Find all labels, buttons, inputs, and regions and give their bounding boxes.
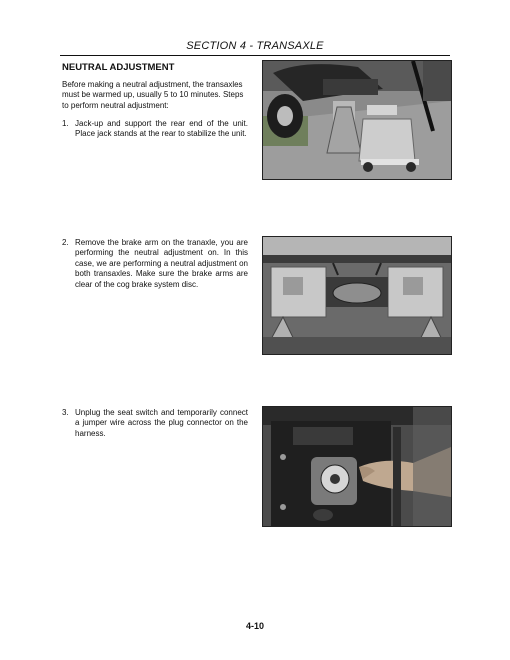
step-number: 1. <box>62 119 69 128</box>
page-number: 4-10 <box>245 621 264 631</box>
step-2 <box>62 238 248 290</box>
step-3 <box>62 408 248 439</box>
jack-stands-image <box>263 61 451 179</box>
section-header: SECTION 4 - TRANSAXLE <box>186 40 324 52</box>
seat-switch-image <box>263 407 451 526</box>
step-text: Jack-up and support the rear end of the unit. Place jack stands at the rear to stabilize the unit. <box>75 119 248 139</box>
step-1 <box>62 119 248 140</box>
page-title: NEUTRAL ADJUSTMENT <box>62 62 175 73</box>
intro-paragraph: Before making a neutral adjustment, the transaxles must be warmed up, usually 5 to 10 minutes. Steps to perform neutral adjustment: <box>62 80 244 110</box>
step-number: 3. <box>62 408 69 417</box>
photo-seat-switch <box>262 406 452 527</box>
header-rule <box>60 55 450 56</box>
step-text: Remove the brake arm on the tranaxle, you are performing the neutral adjustment on. In this case, we are performing a neutral adjustment on both transaxles. Make sure the brake arms are clear of the cog brake system disc. <box>75 238 248 289</box>
step-number: 2. <box>62 238 69 247</box>
step-text: Unplug the seat switch and temporarily connect a jumper wire across the plug connector on the harness. <box>75 408 248 438</box>
photo-transaxles <box>262 236 452 355</box>
transaxles-image <box>263 237 451 354</box>
photo-jack-stands <box>262 60 452 180</box>
